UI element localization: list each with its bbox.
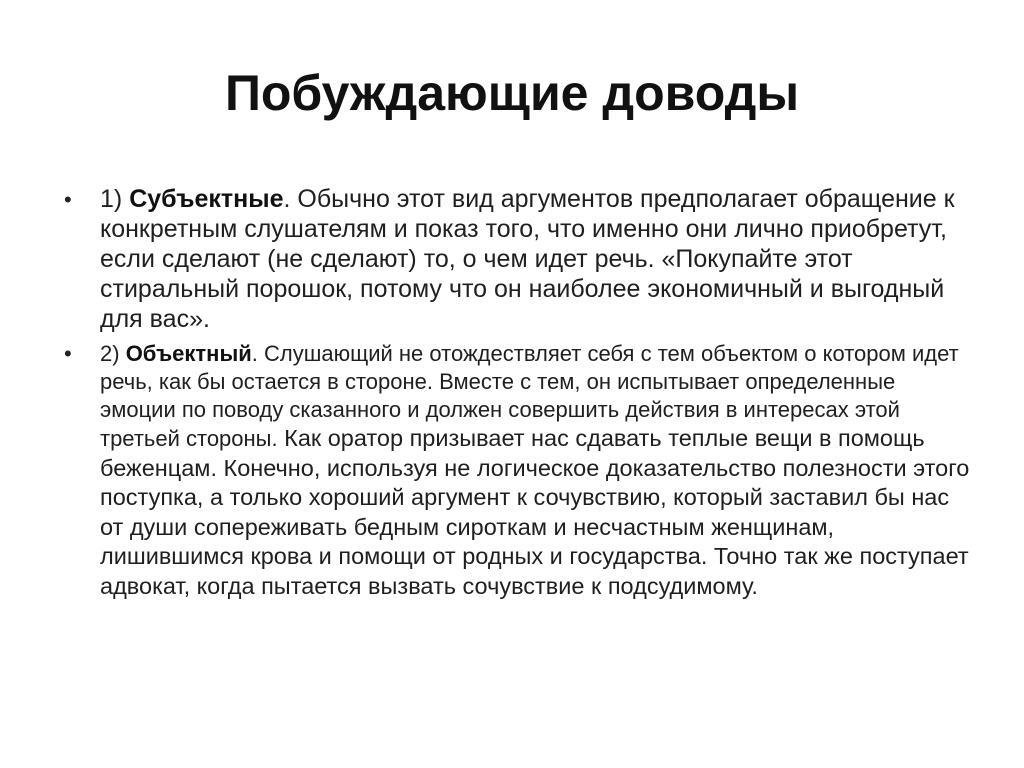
bullet-item-objective bbox=[64, 340, 970, 601]
bullet-term: Субъектные bbox=[129, 185, 284, 213]
bullet-icon: • bbox=[64, 341, 72, 366]
slide-title: Побуждающие доводы bbox=[224, 65, 800, 121]
bullet-term: Объектный bbox=[125, 341, 252, 366]
bullet-text-continued: Как оратор призывает нас сдавать теплые вещи в помощь беженцам. Конечно, используя не логическое доказательство полезности этого поступка, а только хороший аргумент к сочувствию, который заставил бы нас от души сопереживать бедным сироткам и несчастным женщинам, лишившимся крова и помощи от родных и государства. Точно так же поступает адвокат, когда пытается вызвать сочувствие к подсудимому. bbox=[100, 425, 970, 599]
bullet-item-subjective bbox=[64, 184, 970, 334]
bullet-list bbox=[64, 184, 970, 601]
bullet-icon: • bbox=[64, 187, 72, 212]
bullet-number: 1) bbox=[100, 185, 130, 213]
bullet-number: 2) bbox=[100, 341, 126, 366]
bullet-text: . Обычно этот вид аргументов предполагает обращение к конкретным слушателям и показ того, что именно они лично приобретут, если сделают (не сделают) то, о чем идет речь. «Покупайте этот стиральный порошок, потому что он наиболее экономичный и выгодный для вас». bbox=[100, 185, 955, 333]
bullet-text: . Слушающий не отождествляет себя с тем объектом о котором идет речь, как бы остается в стороне. Вместе с тем, он испытывает определенные эмоции по поводу сказанного и должен совершить действия в интересах этой третьей стороны. bbox=[100, 341, 959, 451]
